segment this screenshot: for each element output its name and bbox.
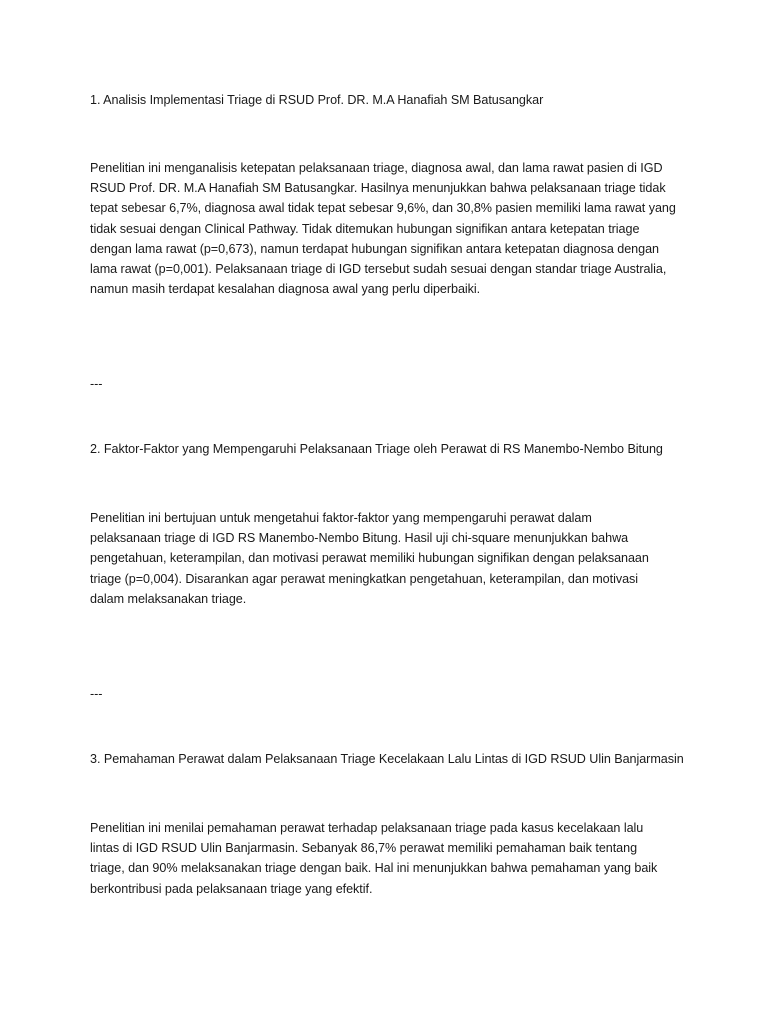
paragraph-line: lintas di IGD RSUD Ulin Banjarmasin. Sebanyak 86,7% perawat memiliki pemahaman baik tentang bbox=[90, 841, 638, 856]
paragraph-line: pelaksanaan triage di IGD RS Manembo-Nembo Bitung. Hasil uji chi-square menunjukkan bahwa bbox=[90, 531, 629, 546]
section-3-heading: 3. Pemahaman Perawat dalam Pelaksanaan Triage Kecelakaan Lalu Lintas di IGD RSUD Ulin Banjarmasin bbox=[90, 752, 684, 766]
section-2-paragraph bbox=[90, 508, 690, 609]
paragraph-line: triage (p=0,004). Disarankan agar perawat meningkatkan pengetahuan, keterampilan, dan motivasi bbox=[90, 571, 639, 586]
paragraph-line: dalam melaksanakan triage. bbox=[90, 591, 247, 606]
paragraph-line: Penelitian ini menganalisis ketepatan pelaksanaan triage, diagnosa awal, dan lama rawat pasien di IGD bbox=[90, 161, 663, 175]
paragraph-line: berkontribusi pada pelaksanaan triage yang efektif. bbox=[90, 881, 373, 896]
paragraph-line: Penelitian ini menilai pemahaman perawat terhadap pelaksanaan triage pada kasus kecelakaan lalu bbox=[90, 821, 644, 835]
section-3-paragraph bbox=[90, 818, 690, 899]
paragraph-line: lama rawat (p=0,001). Pelaksanaan triage di IGD tersebut sudah sesuai dengan standar triage Australia, bbox=[90, 261, 667, 276]
paragraph-line: tidak sesuai dengan Clinical Pathway. Tidak ditemukan hubungan signifikan antara ketepatan triage bbox=[90, 221, 640, 236]
paragraph-line: tepat sebesar 6,7%, diagnosa awal tidak tepat sebesar 9,6%, dan 30,8% pasien memiliki lama rawat yang bbox=[90, 201, 676, 216]
paragraph-line: dengan lama rawat (p=0,673), namun terdapat hubungan signifikan antara ketepatan diagnosa dengan bbox=[90, 241, 659, 256]
paragraph-line: triage, dan 90% melaksanakan triage dengan baik. Hal ini menunjukkan bahwa pemahaman yang baik bbox=[90, 861, 658, 876]
paragraph-line: Penelitian ini bertujuan untuk mengetahui faktor-faktor yang mempengaruhi perawat dalam bbox=[90, 511, 592, 525]
section-1-heading: 1. Analisis Implementasi Triage di RSUD Prof. DR. M.A Hanafiah SM Batusangkar bbox=[90, 93, 544, 107]
paragraph-line: RSUD Prof. DR. M.A Hanafiah SM Batusangkar. Hasilnya menunjukkan bahwa pelaksanaan triage tidak bbox=[90, 181, 666, 196]
section-separator: --- bbox=[90, 377, 103, 391]
section-1-paragraph bbox=[90, 158, 690, 299]
paragraph-line: namun masih terdapat kesalahan diagnosa awal yang perlu diperbaiki. bbox=[90, 282, 481, 297]
paragraph-line: pengetahuan, keterampilan, dan motivasi perawat memiliki hubungan signifikan dengan pelaksanaan bbox=[90, 551, 649, 566]
section-2-heading: 2. Faktor-Faktor yang Mempengaruhi Pelaksanaan Triage oleh Perawat di RS Manembo-Nembo Bitung bbox=[90, 442, 663, 456]
section-separator: --- bbox=[90, 687, 103, 701]
